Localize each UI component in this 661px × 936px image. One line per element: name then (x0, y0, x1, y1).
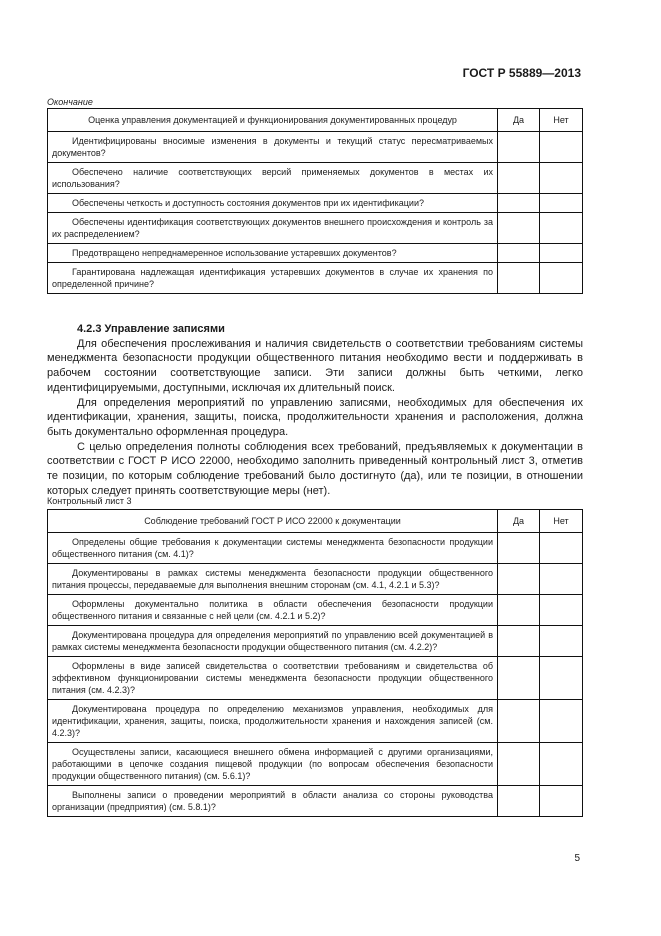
no-cell[interactable] (540, 263, 583, 294)
yes-cell[interactable] (498, 657, 540, 700)
yes-cell[interactable] (498, 244, 540, 263)
table-row (48, 194, 583, 213)
table-row (48, 244, 583, 263)
header-no: Нет (540, 510, 583, 533)
table-row (48, 213, 583, 244)
no-cell[interactable] (540, 626, 583, 657)
header-no: Нет (540, 109, 583, 132)
no-cell[interactable] (540, 700, 583, 743)
table-row (48, 132, 583, 163)
document-header: ГОСТ Р 55889—2013 (462, 66, 581, 80)
yes-cell[interactable] (498, 786, 540, 817)
yes-cell[interactable] (498, 163, 540, 194)
paragraph: Для обеспечения прослеживания и наличия свидетельств о соответствии требованиям системы менеджмента безопасности продукции общественного питания необходимо вести и поддерживать в рабочем состоянии соответствующие записи. Эти записи должны быть четкими, легко идентифицируемыми, доступными, исключая их длительный поиск. (47, 337, 583, 394)
yes-cell[interactable] (498, 700, 540, 743)
question-cell: Обеспечены четкость и доступность состояния документов при их идентификации? (48, 194, 498, 213)
yes-cell[interactable] (498, 194, 540, 213)
no-cell[interactable] (540, 132, 583, 163)
yes-cell[interactable] (498, 564, 540, 595)
paragraph: С целью определения полноты соблюдения всех требований, предъявляемых к документации в соответствии с ГОСТ Р ИСО 22000, необходимо заполнить приведенный контрольный лист 3, отметив те позиции, по которым соблюдение требований было достигнуто (да), или те позиции, в отношении которых следует принять соответствующие меры (нет). (47, 440, 583, 497)
table2-caption: Контрольный лист 3 (47, 496, 132, 506)
question-cell: Обеспечены идентификация соответствующих документов внешнего происхождения и контроль за их распределением? (48, 213, 498, 244)
no-cell[interactable] (540, 194, 583, 213)
table-row (48, 564, 583, 595)
header-question: Оценка управления документацией и функционирования документированных процедур (48, 109, 498, 132)
question-cell: Осуществлены записи, касающиеся внешнего обмена информацией с другими организациями, работающими в цепочке создания пищевой продукции (по вопросам обеспечения безопасности продукции общественного питания) (см. 5.6.1)? (48, 743, 498, 786)
question-cell: Документированы в рамках системы менеджмента безопасности продукции общественного питания процессы, передаваемые для выполнения внешним сторонам (см. 4.1, 4.2.1 и 5.3)? (48, 564, 498, 595)
yes-cell[interactable] (498, 213, 540, 244)
question-cell: Выполнены записи о проведении мероприятий в области анализа со стороны руководства организации (предприятия) (см. 5.8.1)? (48, 786, 498, 817)
table-row (48, 533, 583, 564)
no-cell[interactable] (540, 213, 583, 244)
question-cell: Документирована процедура по определению механизмов управления, необходимых для идентификации, хранения, защиты, поиска, продолжительности хранения и нахождения записей (см. 4.2.3)? (48, 700, 498, 743)
question-cell: Предотвращено непреднамеренное использование устаревших документов? (48, 244, 498, 263)
no-cell[interactable] (540, 743, 583, 786)
no-cell[interactable] (540, 657, 583, 700)
question-cell: Определены общие требования к документации системы менеджмента безопасности продукции общественного питания (см. 4.1)? (48, 533, 498, 564)
no-cell[interactable] (540, 786, 583, 817)
no-cell[interactable] (540, 163, 583, 194)
section-4-2-3 (47, 322, 583, 498)
yes-cell[interactable] (498, 595, 540, 626)
table-row (48, 263, 583, 294)
table-row (48, 700, 583, 743)
yes-cell[interactable] (498, 132, 540, 163)
no-cell[interactable] (540, 595, 583, 626)
table-header-row (48, 510, 583, 533)
question-cell: Оформлены документально политика в области обеспечения безопасности продукции общественного питания и связанные с ней цели (см. 4.2.1 и 5.2)? (48, 595, 498, 626)
header-yes: Да (498, 109, 540, 132)
header-yes: Да (498, 510, 540, 533)
table-row (48, 786, 583, 817)
question-cell: Оформлены в виде записей свидетельства о соответствии требованиям и свидетельства об эффективном функционировании системы менеджмента безопасности продукции общественного питания (см. 4.2.3)? (48, 657, 498, 700)
page-number: 5 (574, 853, 580, 864)
table-row (48, 626, 583, 657)
no-cell[interactable] (540, 564, 583, 595)
header-question: Соблюдение требований ГОСТ Р ИСО 22000 к документации (48, 510, 498, 533)
question-cell: Гарантирована надлежащая идентификация устаревших документов в случае их хранения по определенной причине? (48, 263, 498, 294)
paragraph: Для определения мероприятий по управлению записями, необходимых для обеспечения их идентификации, хранения, защиты, поиска, продолжительности хранения и расположения, должна быть документально оформленная процедура. (47, 396, 583, 438)
yes-cell[interactable] (498, 533, 540, 564)
yes-cell[interactable] (498, 743, 540, 786)
table-header-row (48, 109, 583, 132)
table2 (47, 509, 583, 817)
section-title: 4.2.3 Управление записями (77, 323, 225, 335)
question-cell: Документирована процедура для определения мероприятий по управлению всей документацией в рамках системы менеджмента безопасности продукции общественного питания (см. 4.2.2)? (48, 626, 498, 657)
table-row (48, 743, 583, 786)
table1 (47, 108, 583, 294)
yes-cell[interactable] (498, 626, 540, 657)
table-row (48, 657, 583, 700)
yes-cell[interactable] (498, 263, 540, 294)
table-row (48, 595, 583, 626)
question-cell: Обеспечено наличие соответствующих версий применяемых документов в местах их использования? (48, 163, 498, 194)
no-cell[interactable] (540, 533, 583, 564)
table-row (48, 163, 583, 194)
table1-caption: Окончание (47, 97, 93, 107)
no-cell[interactable] (540, 244, 583, 263)
question-cell: Идентифицированы вносимые изменения в документы и текущий статус пересматриваемых документов? (48, 132, 498, 163)
